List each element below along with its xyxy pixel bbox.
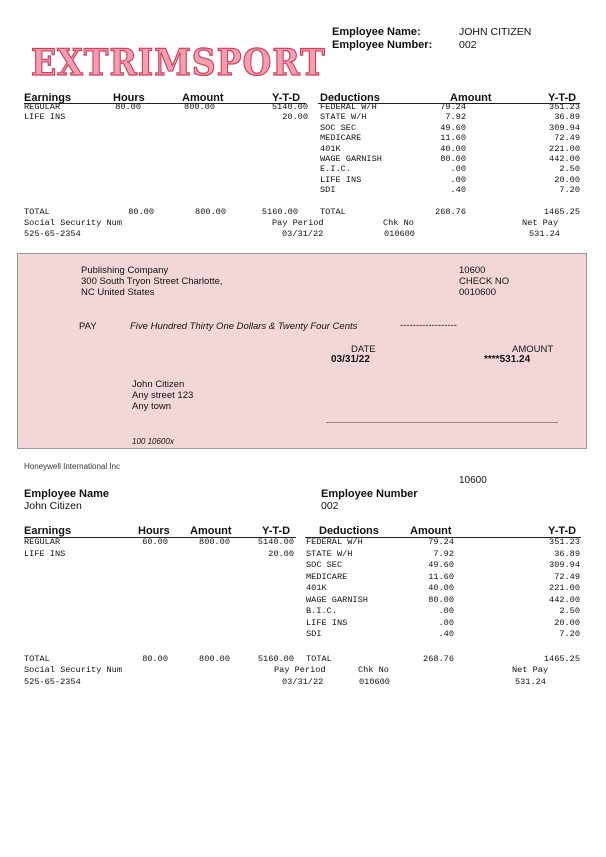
stub2-deduction-ytds bbox=[520, 537, 580, 641]
deduction-ytds bbox=[520, 102, 580, 196]
amount-in-words: Five Hundred Thirty One Dollars & Twenty Four Cents bbox=[130, 321, 358, 332]
pay-label: PAY bbox=[79, 321, 97, 332]
earning-ytd: 20.00 bbox=[268, 548, 294, 559]
deduction-ytd: 72.49 bbox=[554, 571, 580, 582]
stub2-employee-name-label: Employee Name bbox=[24, 488, 109, 500]
deduction-amount: 79.24 bbox=[428, 537, 454, 547]
amount-header: Amount bbox=[182, 92, 224, 104]
net-pay-label: Net Pay bbox=[522, 218, 559, 228]
pay-period-label: Pay Period bbox=[272, 218, 324, 228]
stub2-earnings-header: Earnings bbox=[24, 525, 72, 537]
employee-number-label: Employee Number: bbox=[332, 39, 433, 51]
stub2-earnings-hours bbox=[120, 537, 168, 549]
deduction-ytd: 2.50 bbox=[559, 606, 580, 616]
stub2-total-amount: 800.00 bbox=[199, 654, 230, 664]
deduction-name: MEDICARE bbox=[320, 133, 362, 144]
deduction-name: FEDERAL W/H bbox=[306, 537, 363, 547]
earning-name: REGULAR bbox=[24, 537, 61, 547]
earning-name: REGULAR bbox=[24, 102, 61, 112]
deduction-total-amount: 268.76 bbox=[435, 207, 466, 217]
signature-line bbox=[326, 422, 558, 423]
stub2-earnings-amounts bbox=[180, 537, 230, 549]
deduction-total-ytd: 1465.25 bbox=[543, 207, 580, 217]
deduction-name: LIFE INS bbox=[306, 617, 348, 628]
deduction-amount: 7.92 bbox=[445, 112, 466, 123]
payer-address-line-2: NC United States bbox=[81, 287, 155, 298]
date-label: DATE bbox=[351, 344, 376, 355]
check-body bbox=[17, 253, 587, 449]
company-footer: Honeywell International Inc bbox=[24, 462, 121, 471]
deduction-ytd: 351.23 bbox=[549, 537, 580, 547]
deduction-amount-header: Amount bbox=[450, 92, 492, 104]
check-top-number: 10600 bbox=[459, 265, 486, 276]
deduction-name: MEDICARE bbox=[306, 571, 348, 582]
deduction-amount: 40.00 bbox=[428, 583, 454, 593]
stub2-earnings-names bbox=[24, 537, 65, 560]
deduction-ytd: 221.00 bbox=[549, 143, 580, 154]
stub2-employee-number-label: Employee Number bbox=[321, 488, 418, 500]
deduction-amount: 40.00 bbox=[440, 143, 466, 154]
amount-label: AMOUNT bbox=[512, 344, 554, 355]
stub2-net-pay-label: Net Pay bbox=[512, 665, 549, 675]
total-ytd: 5160.00 bbox=[261, 207, 298, 217]
earnings-amounts bbox=[165, 102, 215, 112]
stub2-net-pay-value: 531.24 bbox=[515, 677, 546, 687]
payer-address-line-1: 300 South Tryon Street Charlotte, bbox=[81, 276, 223, 287]
deduction-name: B.I.C. bbox=[306, 606, 337, 616]
check-date: 03/31/22 bbox=[331, 354, 370, 365]
stub2-deductions-header: Deductions bbox=[319, 525, 379, 537]
deduction-amount: .00 bbox=[438, 617, 454, 628]
deduction-amount: .00 bbox=[450, 174, 466, 185]
check-number-value: 010600 bbox=[384, 229, 415, 239]
deduction-ytd: 442.00 bbox=[549, 154, 580, 165]
check-number-label: Chk No bbox=[383, 218, 414, 228]
deduction-ytd: 20.00 bbox=[554, 174, 580, 185]
amount-dashes: ------------------ bbox=[400, 320, 457, 331]
hours-header: Hours bbox=[113, 92, 145, 104]
deduction-amount: 80.00 bbox=[440, 154, 466, 165]
deduction-amount: 11.60 bbox=[428, 571, 454, 582]
earnings-names bbox=[24, 102, 65, 123]
deduction-ytd: 36.89 bbox=[554, 112, 580, 123]
stub2-total-label: TOTAL bbox=[24, 654, 50, 664]
deduction-name: 401K bbox=[320, 143, 341, 154]
deduction-ytd: 20.00 bbox=[554, 617, 580, 628]
deduction-amount: .00 bbox=[438, 606, 454, 616]
deduction-name: E.I.C. bbox=[320, 164, 351, 175]
employee-name-label: Employee Name: bbox=[332, 26, 421, 38]
stub2-number: 10600 bbox=[459, 475, 487, 486]
stub2-deduction-ytd-header: Y-T-D bbox=[548, 525, 577, 537]
deduction-ytd: 309.94 bbox=[549, 560, 580, 570]
check-amount: ****531.24 bbox=[484, 354, 531, 365]
earning-ytd: 5140.00 bbox=[271, 102, 308, 112]
deduction-ytd: 7.20 bbox=[559, 629, 580, 639]
deduction-name: WAGE GARNISH bbox=[320, 154, 382, 165]
stub2-pay-period-label: Pay Period bbox=[274, 665, 326, 675]
ytd-header: Y-T-D bbox=[272, 92, 301, 104]
payee-name: John Citizen bbox=[132, 379, 185, 390]
deduction-amount: 11.60 bbox=[440, 133, 466, 144]
deduction-name: SOC SEC bbox=[320, 122, 357, 133]
stub2-deduction-amount-header: Amount bbox=[410, 525, 452, 537]
stub2-deduction-names bbox=[306, 537, 368, 641]
stub2-hours-header: Hours bbox=[138, 525, 170, 537]
total-amount: 800.00 bbox=[195, 207, 226, 217]
deduction-name: 401K bbox=[306, 583, 327, 593]
ssn-value: 525-65-2354 bbox=[24, 229, 81, 239]
stub2-check-number-label: Chk No bbox=[358, 665, 389, 675]
stub2-deduction-total-ytd: 1465.25 bbox=[543, 654, 580, 664]
deduction-name: FEDERAL W/H bbox=[320, 102, 377, 112]
deduction-ytd-header: Y-T-D bbox=[548, 92, 577, 104]
stub2-ytd-header: Y-T-D bbox=[262, 525, 291, 537]
deduction-amount: 79.24 bbox=[440, 102, 466, 112]
earnings-ytd bbox=[248, 102, 308, 123]
deduction-ytd: 2.50 bbox=[559, 164, 580, 175]
deduction-amount: 7.92 bbox=[433, 548, 454, 559]
deduction-name: LIFE INS bbox=[320, 174, 362, 185]
deduction-ytd: 221.00 bbox=[549, 583, 580, 593]
deduction-ytd: 36.89 bbox=[554, 548, 580, 559]
check-no-value: 0010600 bbox=[459, 287, 496, 298]
deduction-amounts bbox=[420, 102, 466, 196]
deduction-amount: 49.60 bbox=[440, 122, 466, 133]
deduction-amount: 49.60 bbox=[428, 560, 454, 570]
deduction-names bbox=[320, 102, 382, 196]
earning-name: LIFE INS bbox=[24, 548, 66, 559]
deduction-name: STATE W/H bbox=[320, 112, 367, 123]
stub2-amount-header: Amount bbox=[190, 525, 232, 537]
stub2-deduction-total-label: TOTAL bbox=[306, 654, 332, 664]
deduction-name: SOC SEC bbox=[306, 560, 343, 570]
stub2-deduction-total-amount: 268.76 bbox=[423, 654, 454, 664]
earning-amount: 800.00 bbox=[199, 537, 230, 547]
check-no-label: CHECK NO bbox=[459, 276, 510, 287]
deduction-amount: 80.00 bbox=[428, 594, 454, 605]
pay-period-value: 03/31/22 bbox=[282, 229, 324, 239]
deduction-ytd: 442.00 bbox=[549, 594, 580, 605]
deduction-amount: .40 bbox=[438, 629, 454, 639]
earnings-hours bbox=[96, 102, 141, 112]
earnings-header: Earnings bbox=[24, 92, 72, 104]
earning-amount: 800.00 bbox=[184, 102, 215, 112]
deductions-header: Deductions bbox=[320, 92, 380, 104]
payee-town: Any town bbox=[132, 401, 172, 412]
stub2-ssn-value: 525-65-2354 bbox=[24, 677, 81, 687]
stub2-earnings-ytd bbox=[234, 537, 294, 560]
stub2-pay-period-value: 03/31/22 bbox=[282, 677, 324, 687]
deduction-total-label: TOTAL bbox=[320, 207, 346, 217]
deduction-name: SDI bbox=[306, 629, 322, 639]
stub2-ssn-label: Social Security Num bbox=[24, 665, 122, 675]
company-logo: EXTRIMSPORT bbox=[31, 42, 326, 84]
deduction-name: STATE W/H bbox=[306, 548, 353, 559]
stub2-total-hours: 80.00 bbox=[142, 654, 168, 664]
employee-name-value: JOHN CITIZEN bbox=[459, 26, 532, 38]
payee-street: Any street 123 bbox=[132, 390, 194, 401]
earning-name: LIFE INS bbox=[24, 112, 66, 123]
deduction-name: SDI bbox=[320, 185, 336, 196]
ssn-label: Social Security Num bbox=[24, 218, 122, 228]
earning-ytd: 5140.00 bbox=[257, 537, 294, 547]
total-hours: 80.00 bbox=[128, 207, 154, 217]
stub2-total-ytd: 5160.00 bbox=[257, 654, 294, 664]
earning-hours: 60.00 bbox=[142, 537, 168, 547]
deduction-ytd: 351.23 bbox=[549, 102, 580, 112]
deduction-ytd: 7.20 bbox=[559, 185, 580, 196]
stub2-employee-name: John Citizen bbox=[24, 500, 82, 512]
earning-ytd: 20.00 bbox=[282, 112, 308, 123]
deduction-name: WAGE GARNISH bbox=[306, 594, 368, 605]
deduction-ytd: 72.49 bbox=[554, 133, 580, 144]
net-pay-value: 531.24 bbox=[529, 229, 560, 239]
employee-number-value: 002 bbox=[459, 39, 477, 51]
payer-company: Publishing Company bbox=[81, 265, 169, 276]
stub2-check-number-value: 010600 bbox=[359, 677, 390, 687]
stub2-employee-number: 002 bbox=[321, 500, 339, 512]
earning-hours: 80.00 bbox=[115, 102, 141, 112]
deduction-amount: .00 bbox=[450, 164, 466, 175]
micr-line: 100 10600x bbox=[132, 437, 174, 446]
deduction-ytd: 309.94 bbox=[549, 122, 580, 133]
total-label: TOTAL bbox=[24, 207, 50, 217]
stub2-deduction-amounts bbox=[408, 537, 454, 641]
deduction-amount: .40 bbox=[450, 185, 466, 196]
